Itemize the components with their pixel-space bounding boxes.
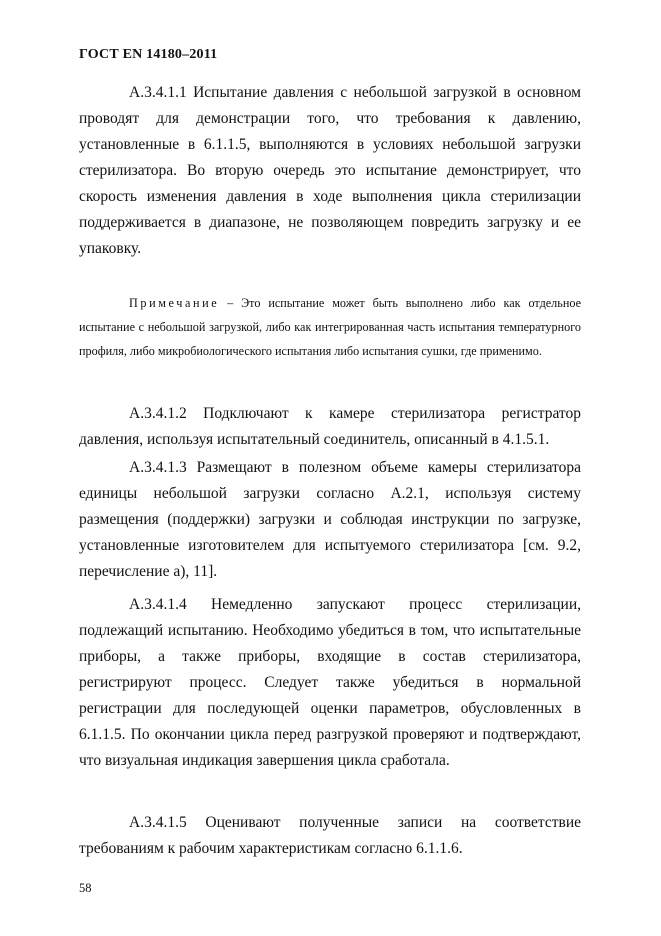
note-block: [79, 291, 581, 363]
note-text: – Это испытание может быть выполнено либо как отдельное испытание с небольшой загрузкой, либо как интегрированная часть испытания температурного профиля, либо микробиологического испытания либо испытания сушки, где применимо.: [79, 296, 581, 358]
paragraph-a3412: А.3.4.1.2 Подключают к камере стерилизатора регистратор давления, используя испытательный соединитель, описанный в 4.1.5.1.: [79, 405, 581, 448]
paragraph-a3415: А.3.4.1.5 Оценивают полученные записи на соответствие требованиям к рабочим характеристикам согласно 6.1.1.6.: [79, 814, 581, 857]
paragraph-a3414: А.3.4.1.4 Немедленно запускают процесс стерилизации, подлежащий испытанию. Необходимо убедиться в том, что испытательные приборы, а также приборы, входящие в состав стерилизатора, регистрируют процесс. Следует также убедиться в нормальной регистрации для последующей оценки параметров, обусловленных в 6.1.1.5. По окончании цикла перед разгрузкой проверяют и подтверждают, что визуальная индикация завершения цикла сработала.: [79, 596, 581, 769]
note-label: Примечание: [129, 296, 220, 310]
page-number: 58: [79, 881, 92, 895]
paragraph-a3413: А.3.4.1.3 Размещают в полезном объеме камеры стерилизатора единицы небольшой загрузки согласно А.2.1, используя систему размещения (поддержки) загрузки и соблюдая инструкции по загрузке, установленные изготовителем для испытуемого стерилизатора [см. 9.2, перечисление а), 11].: [79, 459, 581, 580]
paragraph-a3411: А.3.4.1.1 Испытание давления с небольшой загрузкой в основном проводят для демонстрации того, что требования к давлению, установленные в 6.1.1.5, выполняются в условиях небольшой загрузки стерилизатора. Во вторую очередь это испытание демонстрирует, что скорость изменения давления в ходе выполнения цикла стерилизации поддерживается в диапазоне, не позволяющем повредить загрузку и ее упаковку.: [79, 84, 581, 257]
document-header: ГОСТ EN 14180–2011: [79, 47, 218, 62]
